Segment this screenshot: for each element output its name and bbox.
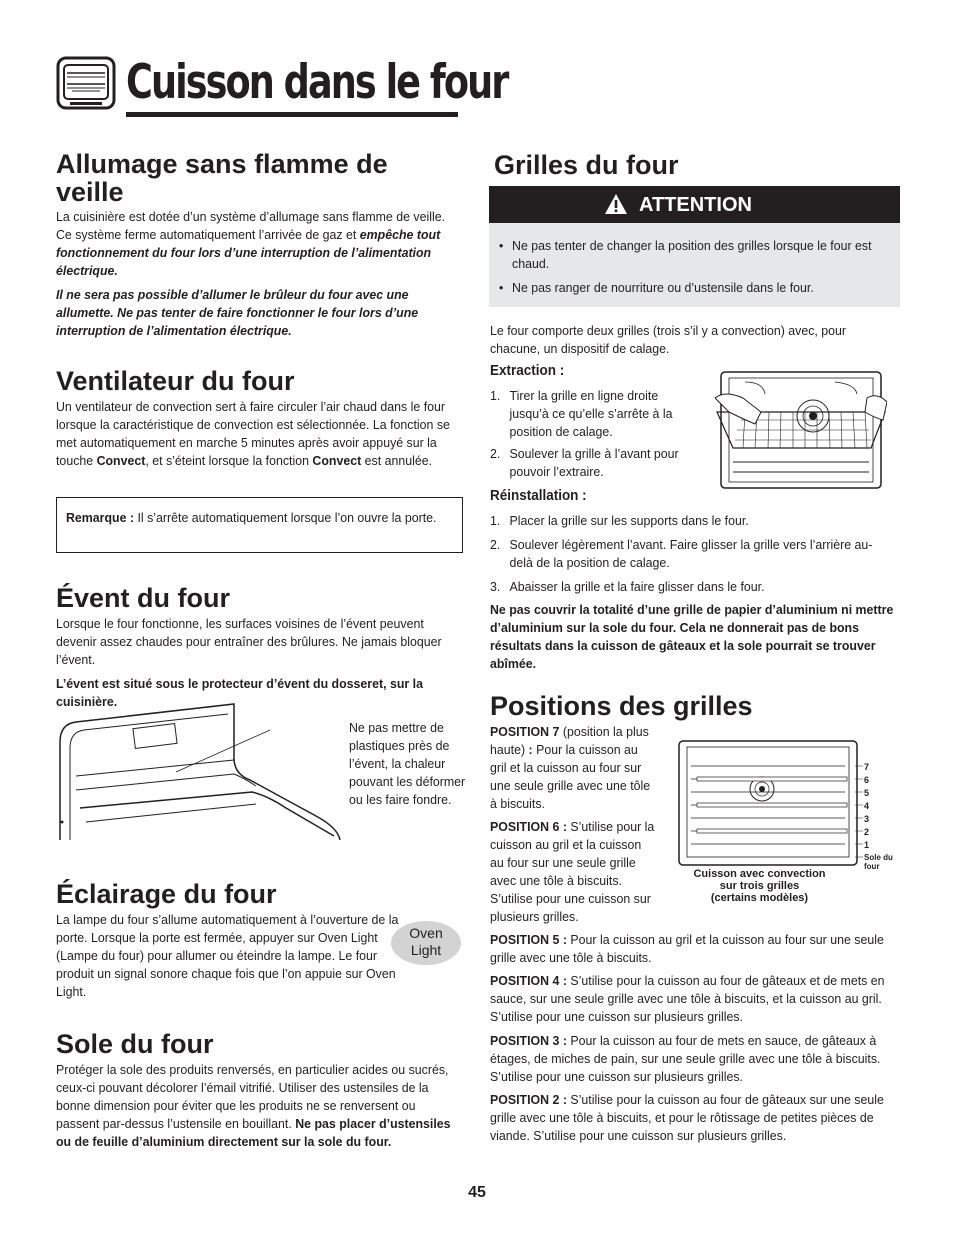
grilles-warning: Ne pas couvrir la totalité d’une grille de papier d’aluminium ni mettre d’aluminium sur la sole du four. Cela ne donnerait pas de bons résultats dans la cuisson de gâteaux et la sole pourrait se trouver abîmée. [490,602,894,671]
extraction-label: Extraction : [490,363,565,379]
oven-light-label-2: Light [410,942,442,958]
ventilateur-heading: Ventilateur du four [56,366,295,396]
allumage-text: La cuisinière est dotée d’un système d’allumage sans flamme de veille. Ce système ferme automatiquement l’arrivée de gaz et empêche tout fonctionnement du four lors d’une interruption de l’alimentation électrique. [56,209,446,278]
warning-icon [604,193,628,217]
sole-text: Protéger la sole des produits renversés, en particulier acides ou sucrés, ceux-ci pouvant décolorer l’émail vitrifié. Utiliser des ustensiles de la bonne dimension pour éviter que les produits ne se renversent ou passent par-dessus l’ustensile en bouillant. Ne pas placer d’ustensiles ou de feuille d’aluminium directement sur la sole du four. [56,1062,451,1149]
sole-label-line: Sole du [864,853,893,862]
vent-caption: Ne pas mettre de plastiques près de l’évent, la chaleur pouvant les déformer ou les faire fondre. [349,720,466,807]
position-4-text: POSITION 4 : S’utilise pour la cuisson au four de gâteaux et de mets en sauce, sur une seule grille avec une tôle à biscuits, et la cuisson au gril. S’utilise pour une cuisson sur plusieurs grilles. [490,973,885,1024]
caption-line: Cuisson avec convection [693,868,826,880]
position-3-text: POSITION 3 : Pour la cuisson au four de mets en sauce, de gâteaux à étages, de miches de pain, sur une seule grille avec une tôle à biscuits. S’utilise pour une cuisson sur plusieurs grilles. [490,1033,881,1084]
event-text: Lorsque le four fonctionne, les surfaces voisines de l’évent peuvent devenir assez chaudes pour entraîner des brûlures. Ne jamais bloquer l’évent. [56,616,442,667]
grilles-heading: Grilles du four [494,150,679,180]
attention-box [489,223,900,307]
rack-number: 7 [864,762,870,772]
ventilateur-text: Un ventilateur de convection sert à faire circuler l’air chaud dans le four lorsque la caractéristique de convection est sélectionnée. La fonction se met automatiquement en marche 5 minutes après avoir appuyé sur la touche Convect, et s’éteint lorsque la fonction Convect est annulée. [56,399,450,468]
caption-line: (certains modèles) [710,892,809,904]
attention-bar [489,186,900,223]
rack-number: 6 [864,775,870,785]
page-number: 45 [468,1184,486,1201]
event-location: L’évent est situé sous le protecteur d’évent du dosseret, sur la cuisinière. [56,676,423,709]
attention-bullet-1: • Ne pas tenter de changer la position des grilles lorsque le four est chaud. [499,238,872,271]
oven-icon [56,55,116,111]
oven-light-label-1: Oven [409,925,443,941]
rack-number: 4 [864,801,870,811]
page-title: Cuisson dans le four [126,55,508,110]
rack-number-labels [864,761,884,852]
reinstall-label: Réinstallation : [490,488,587,504]
note-box [56,497,463,553]
allumage-warning: Il ne sera pas possible d’allumer le brûleur du four avec une allumette. Ne pas tenter de faire fonctionner le four lors d’une interruption de l’alimentation électrique. [56,287,419,338]
rack-number: 5 [864,788,870,798]
reinstall-step-1: 1. Placer la grille sur les supports dans le four. [490,513,749,528]
allumage-heading: Allumage sans flamme de veille [56,149,388,207]
note-text: Remarque : Il s’arrête automatiquement lorsque l’on ouvre la porte. [66,510,437,525]
rack-number: 3 [864,814,870,824]
rack-diagram-caption [677,868,842,904]
position-5-text: POSITION 5 : Pour la cuisson au gril et la cuisson au four sur une seule grille avec une tôle à biscuits. [490,932,884,965]
extraction-steps [490,387,699,485]
attention-bullet-2: • Ne pas ranger de nourriture ou d’ustensile dans le four. [499,280,814,295]
reinstall-step-3: 3. Abaisser la grille et la faire glisser dans le four. [490,579,765,594]
rack-number: 1 [864,840,870,850]
reinstall-steps [490,512,888,600]
grilles-intro: Le four comporte deux grilles (trois s’il y a convection) avec, pour chacune, un dispositif de calage. [490,323,847,356]
extraction-step-1: 1. Tirer la grille en ligne droite jusqu’à ce qu’elle s’arrête à la position de calage. [490,388,673,439]
eclairage-heading: Éclairage du four [56,879,277,909]
reinstall-step-2: 2. Soulever légèrement l’avant. Faire glisser la grille vers l’arrière au-delà de la position de calage. [490,537,873,570]
sole-label-line: four [864,862,880,871]
title-underline [126,112,458,117]
rack-extraction-illustration [715,368,887,492]
oven-light-button[interactable] [391,921,461,965]
caption-line: sur trois grilles [719,880,800,892]
extraction-step-2: 2. Soulever la grille à l’avant pour pouvoir l’extraire. [490,446,679,479]
sole-label [864,853,893,871]
position-7-text: POSITION 7 (position la plus haute) : Pour la cuisson au gril et la cuisson au four sur une seule grille avec une tôle à biscuits. [490,724,651,811]
attention-label: ATTENTION [639,194,752,216]
vent-illustration [56,700,346,840]
rack-number: 2 [864,827,870,837]
event-heading: Évent du four [56,583,230,613]
position-2-text: POSITION 2 : S’utilise pour la cuisson au four de gâteaux sur une seule grille avec une tôle à biscuits, et pour le rôtissage de petites pièces de viande. S’utilise pour une cuisson sur plusieurs grilles. [490,1092,884,1143]
position-6-text: POSITION 6 : S’utilise pour la cuisson au gril et la cuisson au four sur une seule grille avec une tôle à biscuits. S’utilise pour une cuisson sur plusieurs grilles. [490,819,655,924]
sole-heading: Sole du four [56,1029,214,1059]
eclairage-text: La lampe du four s’allume automatiquement à l’ouverture de la porte. Lorsque la porte est fermée, appuyer sur Oven Light (Lampe du four) pour allumer ou éteindre la lampe. Le four produit un signal sonore chaque fois que l’on appuie sur Oven Light. [56,912,399,999]
positions-heading: Positions des grilles [490,691,753,721]
